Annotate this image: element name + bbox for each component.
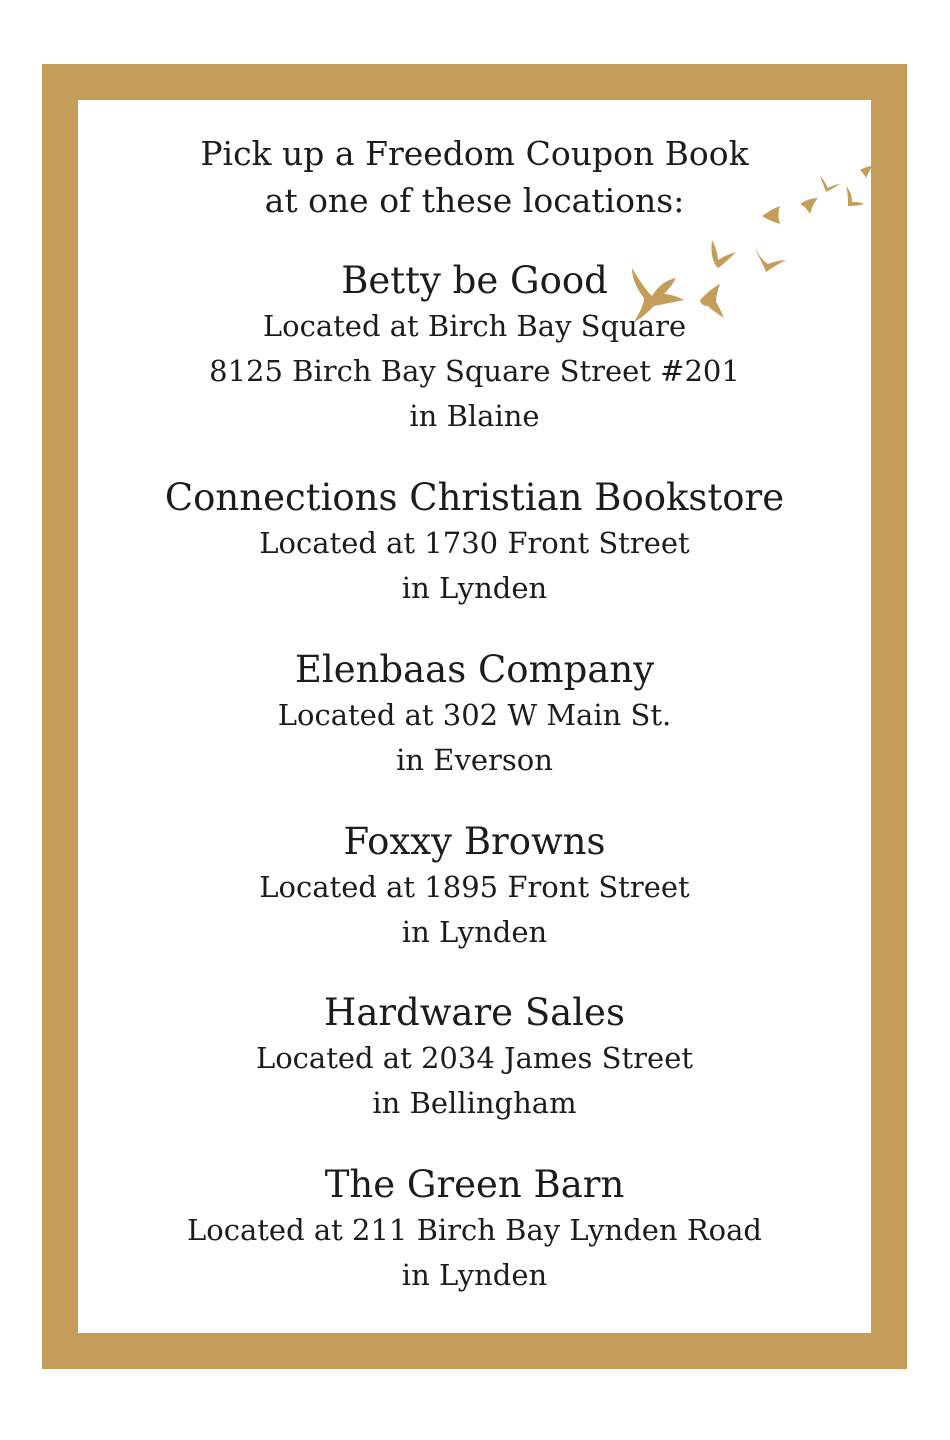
intro-line-2: at one of these locations: — [264, 181, 685, 220]
location-city: in Lynden — [401, 915, 548, 949]
location-name: Elenbaas Company — [294, 648, 655, 691]
location-the-green-barn — [78, 1162, 871, 1298]
location-hardware-sales — [78, 990, 871, 1126]
location-foxxy-browns — [78, 819, 871, 955]
location-address: Located at 2034 James Street — [255, 1041, 694, 1075]
location-name: Hardware Sales — [324, 991, 625, 1034]
location-name: Foxxy Browns — [343, 820, 606, 863]
location-name: Betty be Good — [341, 259, 608, 302]
location-city: in Lynden — [401, 571, 548, 605]
location-city: in Lynden — [401, 1258, 548, 1292]
intro-line-1: Pick up a Freedom Coupon Book — [200, 134, 749, 173]
location-elenbaas-company — [78, 647, 871, 783]
location-address: Located at Birch Bay Square — [262, 309, 687, 343]
location-address: Located at 1895 Front Street — [259, 870, 690, 904]
location-city: in Blaine — [409, 399, 540, 433]
location-city: in Bellingham — [372, 1086, 577, 1120]
location-address: Located at 1730 Front Street — [259, 526, 690, 560]
location-name: The Green Barn — [324, 1163, 625, 1206]
location-address: Located at 211 Birch Bay Lynden Road — [187, 1213, 762, 1247]
location-connections-christian-bookstore — [78, 475, 871, 611]
flying-birds-icon — [620, 160, 880, 330]
location-address: Located at 302 W Main St. — [277, 698, 672, 732]
location-name: Connections Christian Bookstore — [164, 476, 785, 519]
location-street: 8125 Birch Bay Square Street #201 — [209, 354, 740, 388]
location-city: in Everson — [396, 743, 553, 777]
